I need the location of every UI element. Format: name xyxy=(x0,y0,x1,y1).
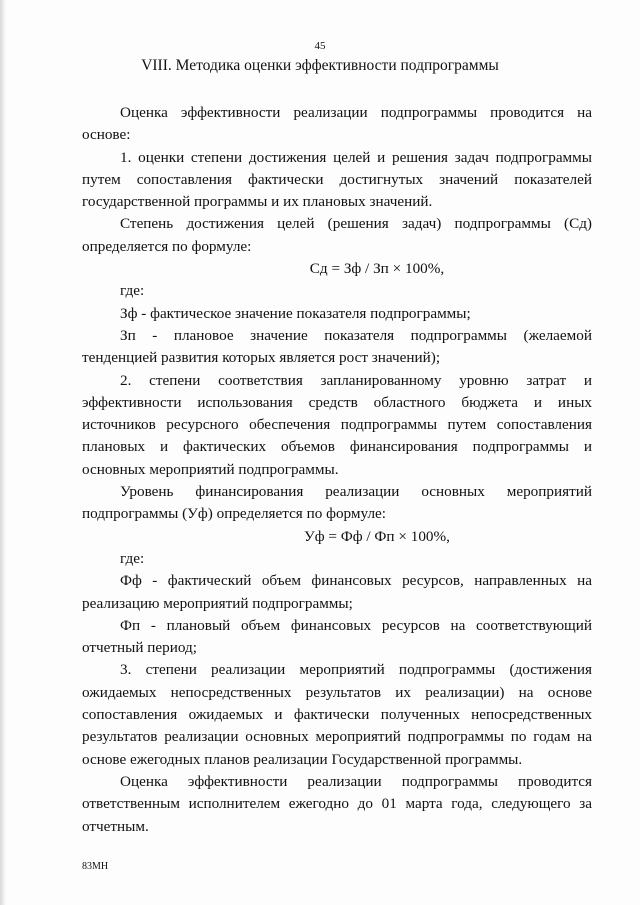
paragraph-conclusion: Оценка эффективности реализации подпрограммы проводится ответственным исполнителем ежегодно до 01 марта года, следующего за отчетным. xyxy=(82,772,592,835)
page-number: 45 xyxy=(314,40,326,52)
scan-edge-shadow xyxy=(0,0,6,905)
paragraph-fp: Фп - плановый объем финансовых ресурсов на соответствующий отчетный период; xyxy=(82,616,592,657)
formula-uf: Уф = Фф / Фп × 100%, xyxy=(304,527,450,545)
paragraph-intro: Оценка эффективности реализации подпрограммы проводится на основе: xyxy=(82,104,592,144)
paragraph-ff: Фф - фактический объем финансовых ресурсов, направленных на реализацию мероприятий подпрограммы; xyxy=(82,572,592,612)
body-text xyxy=(82,102,592,838)
paragraph-zf: Зф - фактическое значение показателя подпрограммы; xyxy=(120,304,471,322)
footer-code: 83МН xyxy=(82,861,109,872)
paragraph-item-2: 2. степени соответствия запланированному уровню затрат и эффективности использования средств областного бюджета и иных источников ресурсного обеспечения подпрограммы путем сопоставления плановых и фактических объемов финансирования подпрограммы и основных мероприятий подпрограммы. xyxy=(82,371,592,478)
formula-sd: Сд = Зф / Зп × 100%, xyxy=(309,260,445,278)
paragraph-item-1: 1. оценки степени достижения целей и решения задач подпрограммы путем сопоставления фактически достигнутых значений показателей государственной программы и их плановых значений. xyxy=(82,148,592,211)
section-heading: VIII. Методика оценки эффективности подпрограммы xyxy=(141,57,499,74)
paragraph-item-3: 3. степени реализации мероприятий подпрограммы (достижения ожидаемых непосредственных результатов их реализации) на основе сопоставления ожидаемых и фактически полученных непосредственных результатов реализации основных мероприятий подпрограммы по годам на основе ежегодных планов реализации Государственной программы. xyxy=(82,661,592,768)
paragraph-sd-definition: Степень достижения целей (решения задач) подпрограммы (Сд) определяется по формуле: xyxy=(82,215,592,255)
where-label: где: xyxy=(120,282,145,300)
where-label: где: xyxy=(120,549,145,567)
paragraph-uf-definition: Уровень финансирования реализации основных мероприятий подпрограммы (Уф) определяется по формуле: xyxy=(82,483,592,523)
paragraph-zp: Зп - плановое значение показателя подпрограммы (желаемой тенденцией развития которых является рост значений); xyxy=(82,326,592,367)
